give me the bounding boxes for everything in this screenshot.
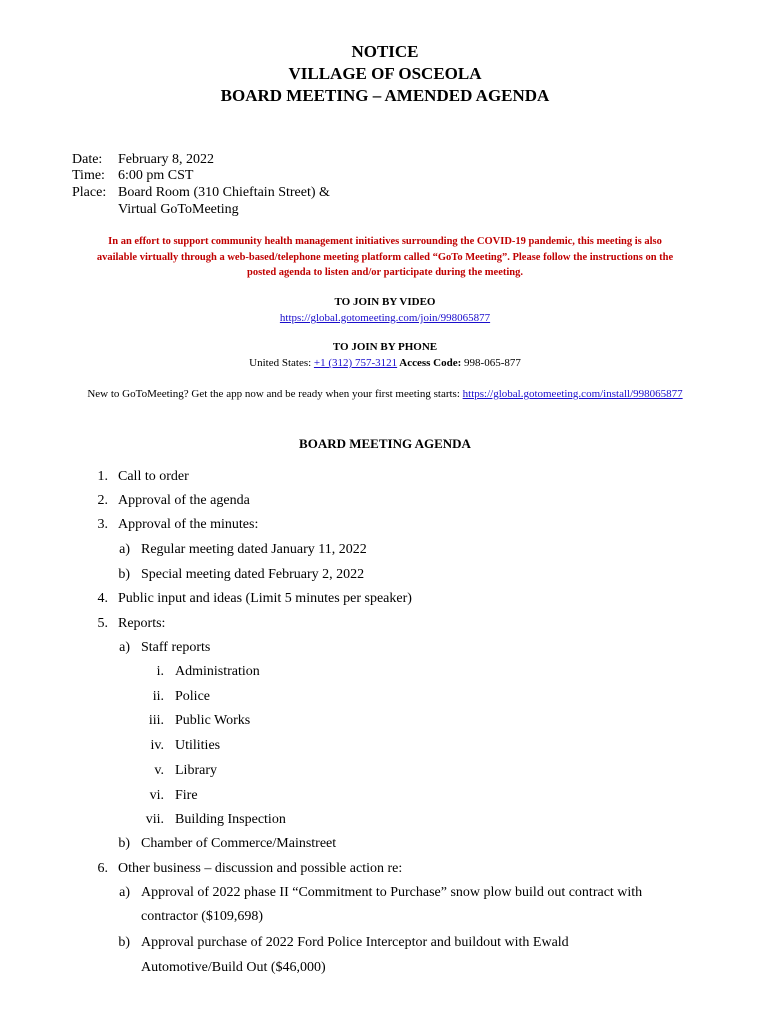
- agenda-item: [114, 639, 211, 657]
- agenda-item: [134, 663, 260, 681]
- agenda-item: [134, 787, 198, 805]
- place-label: Place:: [72, 185, 107, 200]
- agenda-item: [114, 835, 337, 853]
- agenda-item: [134, 762, 217, 780]
- agenda-item-number: a): [119, 885, 130, 900]
- agenda-item-number: 6.: [97, 861, 108, 876]
- agenda-item-text: Staff reports: [141, 640, 211, 655]
- phone-prefix: United States:: [249, 357, 314, 369]
- agenda-item: [88, 590, 412, 608]
- agenda-item-text: Public Works: [175, 713, 251, 728]
- agenda-item: [134, 712, 251, 730]
- agenda-item: [114, 884, 643, 902]
- agenda-item-text: Approval of the minutes:: [118, 517, 259, 532]
- place-row: [72, 185, 330, 201]
- agenda-item-number: iv.: [150, 738, 164, 753]
- new-user-line: [0, 387, 770, 401]
- agenda-item: [88, 615, 166, 633]
- agenda-item-number: vii.: [145, 812, 164, 827]
- agenda-item-text: Regular meeting dated January 11, 2022: [141, 542, 367, 557]
- agenda-item-text: Special meeting dated February 2, 2022: [141, 567, 365, 582]
- join-phone-line: [0, 356, 770, 370]
- agenda-item-number: 2.: [97, 493, 108, 508]
- agenda-item-text: Public input and ideas (Limit 5 minutes per speaker): [118, 591, 412, 606]
- covid-notice-line: available virtually through a web-based/telephone meeting platform called “GoTo Meeting”. Please follow the instructions on the: [96, 251, 674, 263]
- date-value: February 8, 2022: [118, 152, 215, 167]
- agenda-item: [114, 566, 365, 584]
- agenda-title: BOARD MEETING AGENDA: [299, 436, 471, 451]
- date-label: Date:: [72, 152, 103, 167]
- agenda-item-text: Approval purchase of 2022 Ford Police Interceptor and buildout with Ewald: [141, 935, 569, 950]
- agenda-item: [88, 468, 189, 486]
- agenda-item: [114, 934, 569, 952]
- agenda-item-number: b): [118, 836, 130, 851]
- phone-link[interactable]: +1 (312) 757-3121: [313, 357, 398, 369]
- agenda-item-text: contractor ($109,698): [141, 909, 264, 924]
- agenda-item: [88, 492, 250, 510]
- agenda-item: [114, 959, 326, 977]
- covid-notice-line: posted agenda to listen and/or participate during the meeting.: [246, 267, 524, 278]
- agenda-item: [134, 737, 221, 755]
- access-code-value: 998-065-877: [461, 357, 521, 369]
- agenda-item-number: 4.: [97, 591, 108, 606]
- agenda-item-text: Approval of the agenda: [118, 493, 250, 508]
- agenda-item-number: iii.: [148, 713, 164, 728]
- place-value: Board Room (310 Chieftain Street) &: [118, 185, 330, 200]
- meeting-heading: BOARD MEETING – AMENDED AGENDA: [220, 86, 550, 105]
- agenda-item: [114, 908, 264, 926]
- agenda-item: [114, 541, 367, 559]
- agenda-item: [134, 811, 286, 829]
- time-label: Time:: [72, 168, 105, 183]
- agenda-item-text: Police: [175, 689, 210, 704]
- covid-notice: [60, 234, 710, 281]
- agenda-item-number: i.: [156, 664, 164, 679]
- village-heading: VILLAGE OF OSCEOLA: [288, 64, 482, 83]
- new-user-text: New to GoToMeeting? Get the app now and be ready when your first meeting starts:: [87, 388, 463, 400]
- agenda-item-text: Approval of 2022 phase II “Commitment to Purchase” snow plow build out contract with: [141, 885, 643, 900]
- agenda-item-text: Utilities: [175, 738, 221, 753]
- agenda-item-number: 5.: [97, 616, 108, 631]
- agenda-item-text: Library: [175, 763, 217, 778]
- agenda-item-text: Administration: [175, 664, 260, 679]
- agenda-item-number: b): [118, 567, 130, 582]
- agenda-item: [88, 860, 403, 878]
- time-row: [72, 168, 193, 184]
- agenda-item-number: vi.: [149, 788, 164, 803]
- join-video-link[interactable]: https://global.gotomeeting.com/join/998065877: [279, 312, 491, 324]
- agenda-item-text: Building Inspection: [175, 812, 286, 827]
- agenda-item-text: Reports:: [118, 616, 166, 631]
- agenda-item-number: 3.: [97, 517, 108, 532]
- agenda-item-number: v.: [154, 763, 164, 778]
- place-value-line2: Virtual GoToMeeting: [118, 202, 239, 217]
- agenda-item-number: a): [119, 640, 130, 655]
- date-row: [72, 152, 214, 168]
- agenda-item: [134, 688, 210, 706]
- access-code-label: Access Code:: [397, 357, 462, 369]
- agenda-item-text: Other business – discussion and possible action re:: [118, 861, 403, 876]
- install-link[interactable]: https://global.gotomeeting.com/install/998065877: [462, 388, 683, 400]
- agenda-item-number: a): [119, 542, 130, 557]
- agenda-item-text: Chamber of Commerce/Mainstreet: [141, 836, 337, 851]
- agenda-item-text: Automotive/Build Out ($46,000): [141, 960, 326, 975]
- agenda-item: [88, 516, 259, 534]
- join-phone-heading: TO JOIN BY PHONE: [332, 341, 438, 353]
- time-value: 6:00 pm CST: [118, 168, 194, 183]
- agenda-item-text: Call to order: [118, 469, 189, 484]
- notice-heading: NOTICE: [351, 42, 419, 61]
- agenda-item-number: ii.: [152, 689, 164, 704]
- agenda-item-number: 1.: [97, 469, 108, 484]
- agenda-item-number: b): [118, 935, 130, 950]
- join-video-heading: TO JOIN BY VIDEO: [334, 296, 436, 308]
- covid-notice-line: In an effort to support community health management initiatives surrounding the COVID-19 pandemic, this meeting is also: [108, 236, 662, 247]
- agenda-item-text: Fire: [175, 788, 198, 803]
